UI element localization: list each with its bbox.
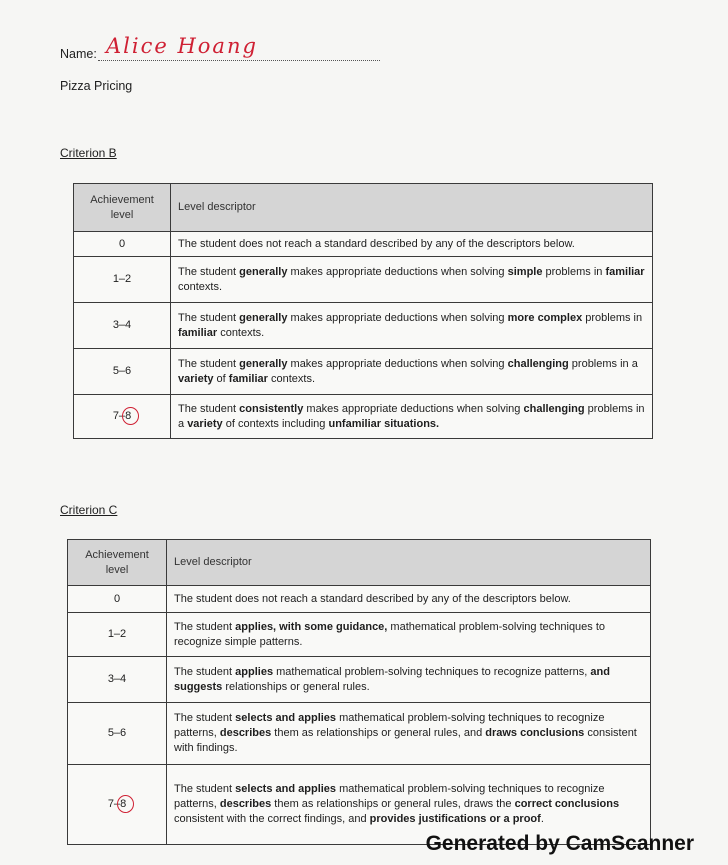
bold-term: describes [219, 727, 272, 739]
descriptor-text: makes appropriate deductions when solving [287, 357, 508, 370]
bold-term: consistently [239, 402, 304, 415]
table-header-row [74, 184, 653, 232]
bold-term: generally [239, 311, 288, 324]
descriptor-cell [171, 303, 653, 349]
criterion-b-heading: Criterion B [60, 146, 117, 160]
level-cell: 3–4 [68, 657, 167, 703]
bold-term: selects and applies [235, 783, 337, 795]
criterion-c-table [67, 539, 651, 845]
level-cell: 3–4 [74, 303, 171, 349]
descriptor-text: The student [178, 357, 240, 370]
descriptor-cell [171, 232, 653, 257]
descriptor-text: The student [174, 665, 236, 678]
descriptor-cell [171, 349, 653, 395]
bold-term: challenging [507, 357, 569, 370]
name-label: Name: [60, 47, 97, 61]
level-range-prefix: 7– [107, 798, 121, 810]
bold-term: describes [219, 798, 272, 810]
table-row [74, 349, 653, 395]
descriptor-cell [167, 613, 651, 657]
descriptor-text: problems in [542, 265, 606, 278]
circled-grade: 8 [125, 410, 132, 422]
criterion-b-table [73, 183, 653, 439]
descriptor-text: mathematical problem-solving techniques to recognize patterns, [174, 712, 605, 739]
descriptor-text: makes appropriate deductions when solving [287, 311, 508, 324]
table-row [68, 586, 651, 613]
table-row [68, 657, 651, 703]
descriptor-text: The student does not reach a standard described by any of the descriptors below. [174, 592, 571, 605]
bold-term: correct conclusions [514, 798, 620, 810]
descriptor-text: consistent with the correct findings, and [174, 813, 370, 825]
descriptor-text: The student [174, 620, 236, 633]
descriptor-text: mathematical problem-solving techniques to recognize patterns, [174, 783, 605, 810]
name-dotted-line [98, 60, 380, 61]
achievement-level-header: Achievement level [74, 184, 171, 232]
descriptor-text: The student does not reach a standard described by any of the descriptors below. [178, 237, 575, 250]
descriptor-text: contexts. [267, 372, 315, 385]
bold-term: variety [178, 372, 214, 385]
level-cell: 5–6 [68, 703, 167, 765]
descriptor-text: of [213, 372, 229, 385]
descriptor-text: contexts. [217, 326, 265, 339]
bold-term: generally [239, 265, 288, 278]
descriptor-text: them as relationships or general rules, and [271, 727, 486, 739]
descriptor-text: The student [178, 402, 240, 415]
descriptor-text: . [540, 813, 544, 825]
level-cell [68, 765, 167, 845]
level-cell: 1–2 [68, 613, 167, 657]
level-cell: 0 [68, 586, 167, 613]
descriptor-text: problems in [582, 311, 643, 324]
descriptor-text: consistent with findings. [174, 727, 637, 754]
descriptor-text: of contexts including [222, 417, 329, 430]
descriptor-text: The student [178, 265, 240, 278]
level-descriptor-header: Level descriptor [171, 184, 653, 232]
descriptor-text: mathematical problem-solving techniques to recognize simple patterns. [174, 620, 606, 648]
descriptor-text: problems in a [178, 402, 645, 430]
table-row [68, 703, 651, 765]
bold-term: familiar [228, 372, 268, 385]
bold-term: selects and applies [235, 712, 337, 724]
descriptor-cell [171, 395, 653, 439]
bold-term: unfamiliar situations. [328, 417, 440, 430]
criterion-c-heading: Criterion C [60, 503, 118, 517]
bold-term: more complex [507, 311, 583, 324]
bold-term: applies, with some guidance, [235, 620, 388, 633]
descriptor-text: makes appropriate deductions when solving [303, 402, 524, 415]
bold-term: variety [187, 417, 223, 430]
page-title: Pizza Pricing [60, 79, 133, 93]
table-row [68, 613, 651, 657]
descriptor-cell [171, 257, 653, 303]
descriptor-text: The student [174, 712, 236, 724]
achievement-level-header: Achievement level [68, 540, 167, 586]
descriptor-text: mathematical problem-solving techniques to recognize patterns, [273, 665, 591, 678]
descriptor-text: The student [174, 783, 236, 795]
table-header-row [68, 540, 651, 586]
name-row [60, 34, 380, 74]
level-cell: 1–2 [74, 257, 171, 303]
descriptor-text: contexts. [178, 280, 223, 293]
handwritten-name: Alice Hoang [106, 34, 258, 58]
level-descriptor-header: Level descriptor [167, 540, 651, 586]
descriptor-cell [167, 586, 651, 613]
bold-term: provides justifications or a proof [369, 813, 541, 825]
level-cell [74, 395, 171, 439]
circled-grade: 8 [120, 798, 127, 810]
bold-term: familiar [178, 326, 218, 339]
bold-term: challenging [523, 402, 585, 415]
bold-term: and suggests [174, 665, 610, 693]
descriptor-cell [167, 657, 651, 703]
descriptor-text: makes appropriate deductions when solving [287, 265, 508, 278]
descriptor-text: The student [178, 311, 240, 324]
bold-term: draws conclusions [485, 727, 585, 739]
table-row [74, 257, 653, 303]
bold-term: applies [235, 665, 274, 678]
level-cell: 5–6 [74, 349, 171, 395]
bold-term: simple [507, 265, 543, 278]
table-row [74, 395, 653, 439]
camscanner-watermark: Generated by CamScanner [425, 832, 694, 855]
level-range-prefix: 7– [112, 410, 126, 422]
descriptor-cell [167, 703, 651, 765]
level-cell: 0 [74, 232, 171, 257]
descriptor-text: relationships or general rules. [222, 680, 370, 693]
bold-term: familiar [605, 265, 645, 278]
bold-term: generally [239, 357, 288, 370]
descriptor-text: problems in a [568, 357, 638, 370]
table-row [74, 232, 653, 257]
descriptor-text: them as relationships or general rules, draws the [271, 798, 515, 810]
table-row [74, 303, 653, 349]
